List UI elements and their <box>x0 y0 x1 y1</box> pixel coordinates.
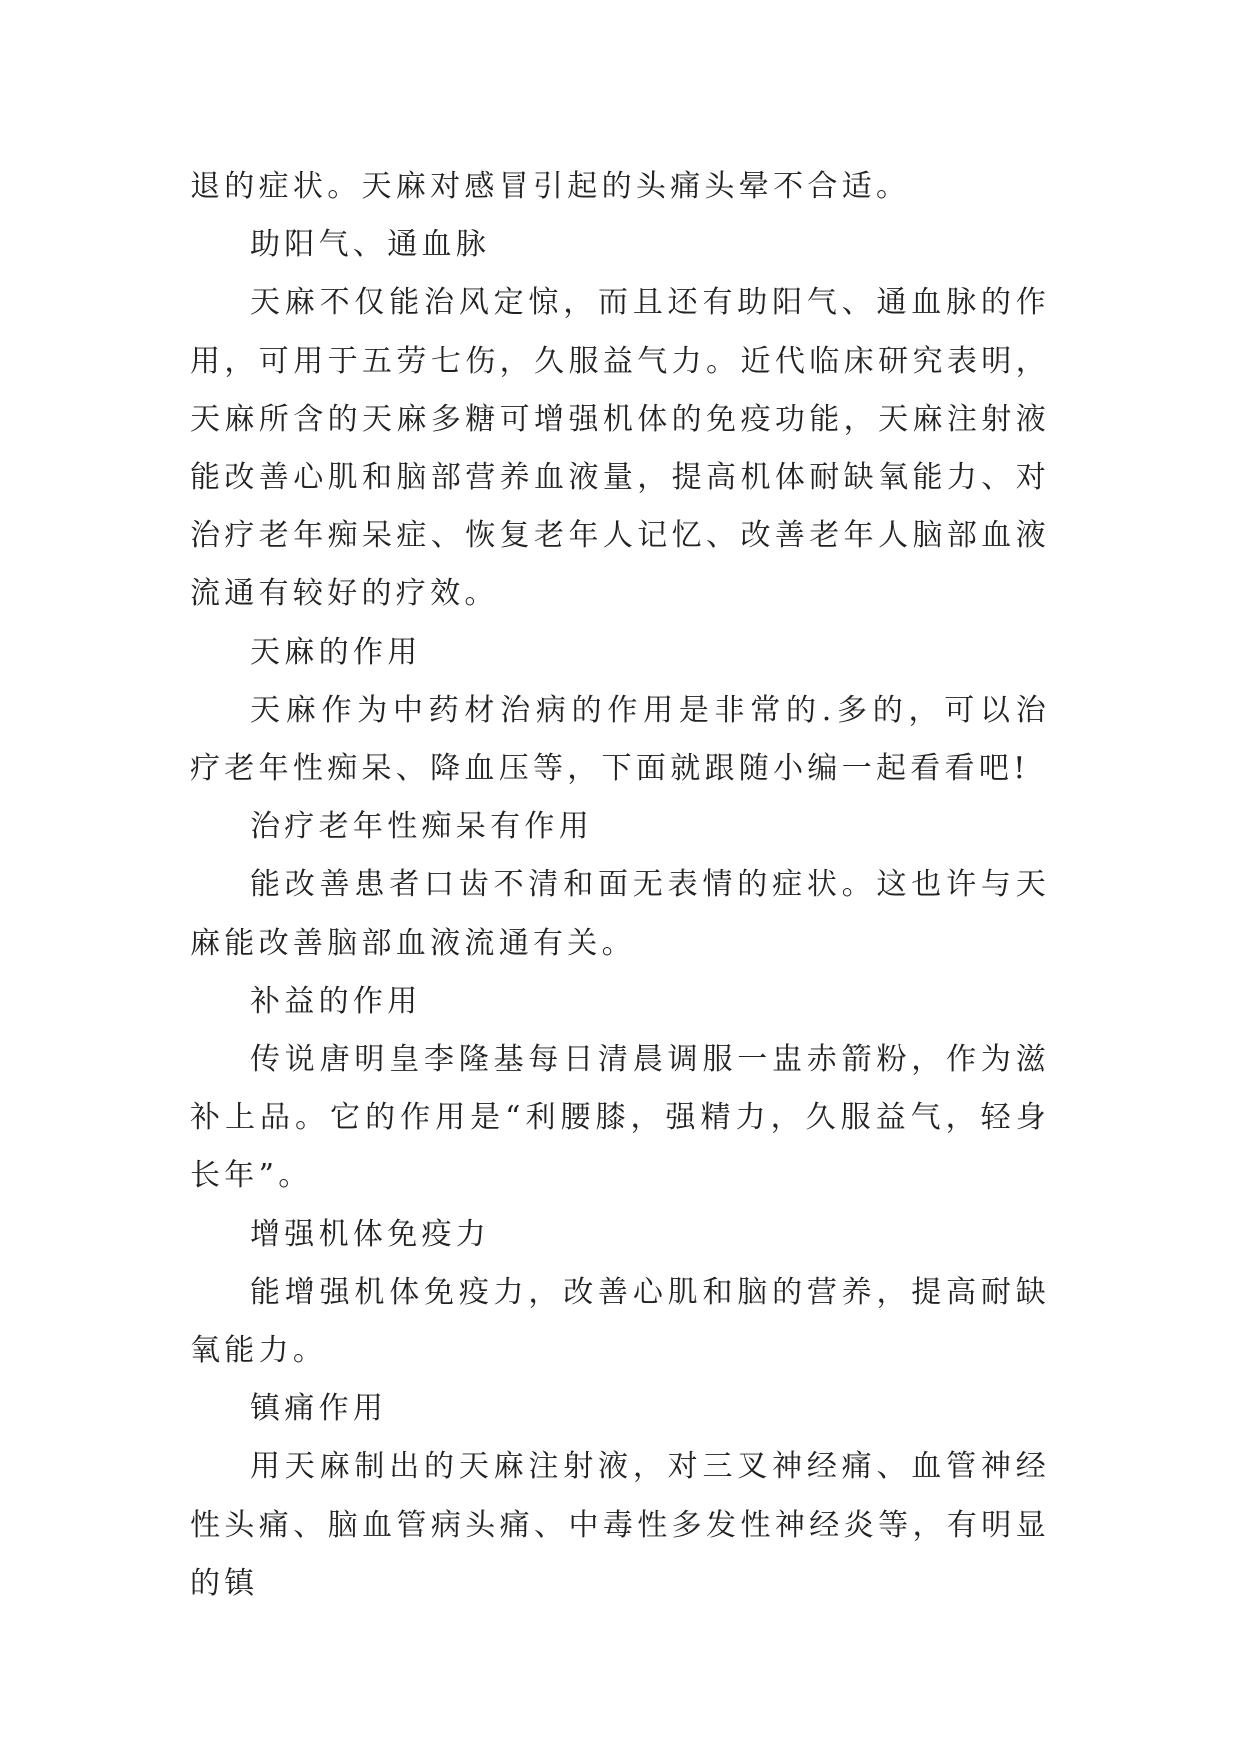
paragraph-yang-qi: 天麻不仅能治风定惊，而且还有助阳气、通血脉的作用，可用于五劳七伤，久服益气力。近代临床研究表明，天麻所含的天麻多糖可增强机体的免疫功能，天麻注射液能改善心肌和脑部营养血液量，提高机体耐缺氧能力、对治疗老年痴呆症、恢复老年人记忆、改善老年人脑部血液流通有较好的疗效。 <box>190 285 1050 612</box>
paragraph-continued: 退的症状。天麻对感冒引起的头痛头晕不合适。 <box>190 169 911 204</box>
paragraph-tonic: 传说唐明皇李隆基每日清晨调服一盅赤箭粉，作为滋补上品。它的作用是“利腰膝，强精力，久服益气，轻身长年”。 <box>190 1042 1050 1194</box>
section-heading-tianma-effects: 天麻的作用 <box>250 634 422 670</box>
section-heading-tonic: 补益的作用 <box>250 983 422 1019</box>
paragraph-analgesic: 用天麻制出的天麻注射液，对三叉神经痛、血管神经性头痛、脑血管病头痛、中毒性多发性神经炎等，有明显的镇 <box>190 1449 1050 1601</box>
document-body <box>190 158 1050 1613</box>
paragraph-tianma-effects: 天麻作为中药材治病的作用是非常的.多的，可以治疗老年性痴呆、降血压等，下面就跟随小编一起看看吧! <box>190 692 1050 787</box>
section-heading-dementia: 治疗老年性痴呆有作用 <box>250 809 593 845</box>
section-heading-analgesic: 镇痛作用 <box>250 1391 388 1427</box>
section-heading-yang-qi: 助阳气、通血脉 <box>250 227 491 263</box>
paragraph-immunity: 能增强机体免疫力，改善心肌和脑的营养，提高耐缺氧能力。 <box>190 1274 1050 1369</box>
paragraph-dementia: 能改善患者口齿不清和面无表情的症状。这也许与天麻能改善脑部血液流通有关。 <box>190 867 1050 961</box>
section-heading-immunity: 增强机体免疫力 <box>250 1216 491 1252</box>
